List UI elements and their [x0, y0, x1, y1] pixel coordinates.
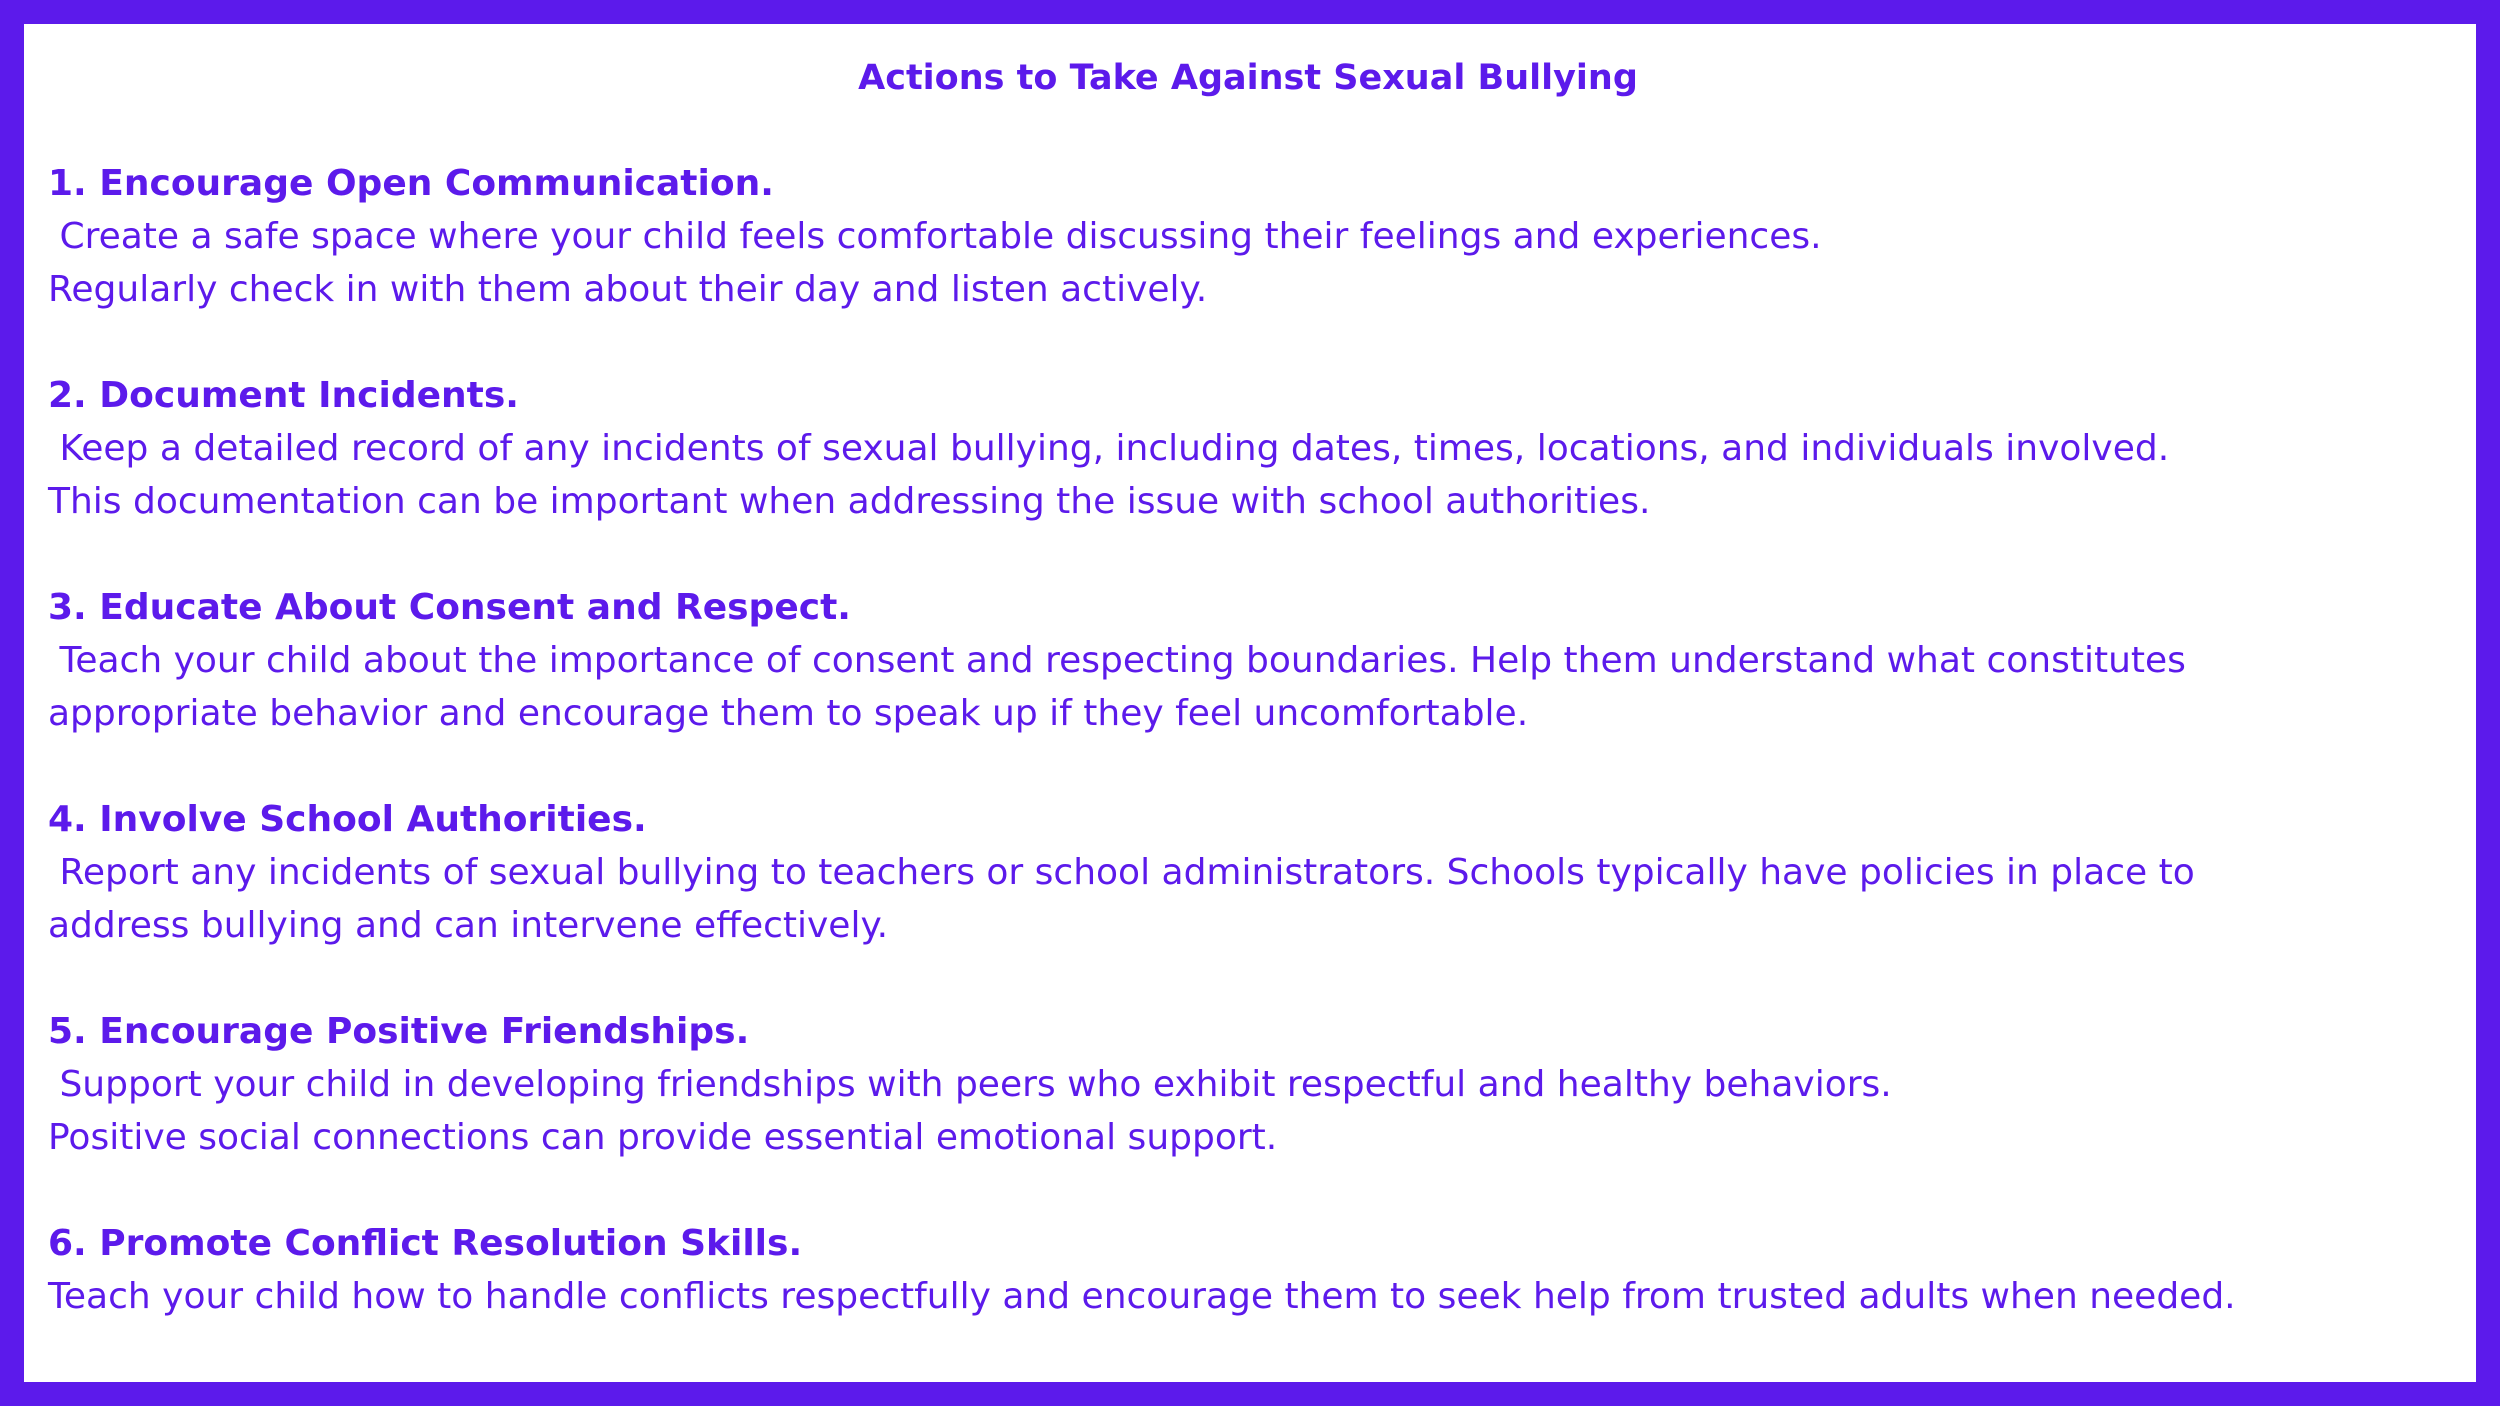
action-text-line: Create a safe space where your child feels comfortable discussing their feelings and experiences. [48, 216, 1822, 257]
action-text-line: Regularly check in with them about their day and listen actively. [48, 269, 1208, 310]
action-item-3 [48, 581, 2448, 740]
action-text-line: Positive social connections can provide essential emotional support. [48, 1117, 1278, 1158]
action-item-4 [48, 793, 2448, 952]
action-text-line: appropriate behavior and encourage them to speak up if they feel uncomfortable. [48, 693, 1529, 734]
action-heading: 5. Encourage Positive Friendships. [48, 1011, 750, 1052]
action-item-1 [48, 157, 2448, 316]
action-item-2 [48, 369, 2448, 528]
action-heading: 1. Encourage Open Communication. [48, 163, 774, 204]
action-text-line: Teach your child how to handle conflicts respectfully and encourage them to seek help from trusted adults when needed. [48, 1276, 2236, 1317]
action-text-line: This documentation can be important when addressing the issue with school authorities. [48, 481, 1651, 522]
action-heading: 3. Educate About Consent and Respect. [48, 587, 851, 628]
action-text-line: Teach your child about the importance of consent and respecting boundaries. Help them understand what constitutes [48, 640, 2186, 681]
action-item-6 [48, 1217, 2448, 1323]
action-heading: 2. Document Incidents. [48, 375, 519, 416]
action-heading: 6. Promote Conflict Resolution Skills. [48, 1223, 803, 1264]
page-title: Actions to Take Against Sexual Bullying [858, 58, 1638, 98]
action-text-line: Keep a detailed record of any incidents of sexual bullying, including dates, times, locations, and individuals involved. [48, 428, 2170, 469]
action-item-5 [48, 1005, 2448, 1164]
action-text-line: Support your child in developing friendships with peers who exhibit respectful and healthy behaviors. [48, 1064, 1892, 1105]
action-text-line: Report any incidents of sexual bullying to teachers or school administrators. Schools typically have policies in place to [48, 852, 2195, 893]
action-heading: 4. Involve School Authorities. [48, 799, 647, 840]
action-text-line: address bullying and can intervene effectively. [48, 905, 889, 946]
document-content [48, 52, 2448, 1323]
